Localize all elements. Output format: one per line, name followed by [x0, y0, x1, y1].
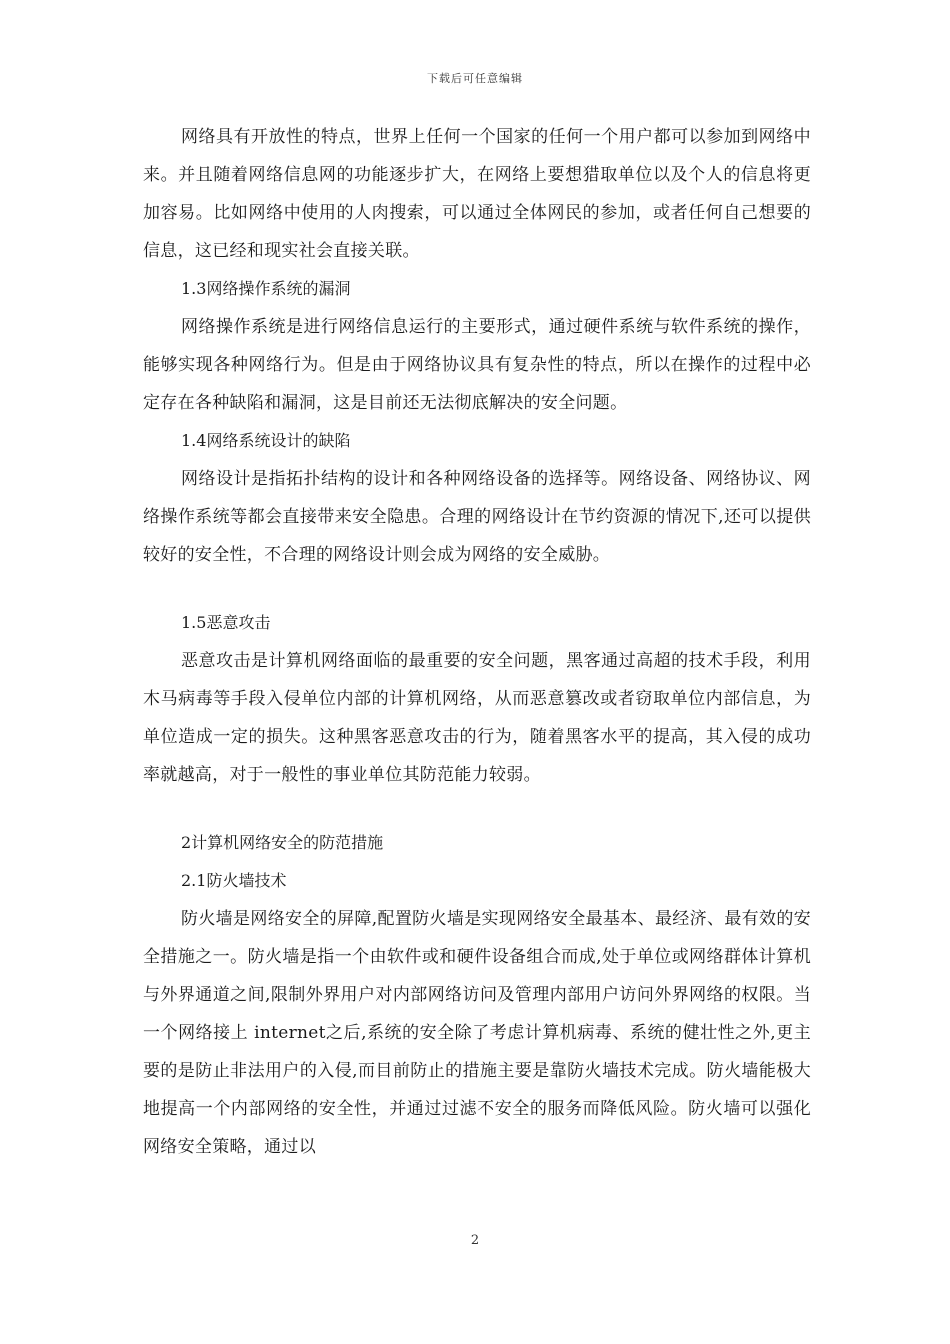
section-spacer	[143, 794, 811, 824]
heading-1-3: 1.3网络操作系统的漏洞	[181, 279, 351, 298]
section-spacer	[143, 574, 811, 604]
paragraph-firewall: 防火墙是网络安全的屏障,配置防火墙是实现网络安全最基本、最经济、最有效的安全措施之一。防火墙是指一个由软件或和硬件设备组合而成,处于单位或网络群体计算机与外界通道之间,限制外界用户对内部网络访问及管理内部用户访问外界网络的权限。当一个网络接上 internet之后,系统的安全除了考虑计算机病毒、系统的健壮性之外,更主要的是防止非法用户的入侵,而目前防止的措施主要是靠防火墙技术完成。防火墙能极大地提高一个内部网络的安全性，并通过过滤不安全的服务而降低风险。防火墙可以强化网络安全策略，通过以	[143, 909, 811, 1157]
heading-1-5: 1.5恶意攻击	[181, 613, 271, 632]
heading-2: 2计算机网络安全的防范措施	[181, 833, 384, 852]
page-number: 2	[470, 1233, 480, 1248]
paragraph-design-defects: 网络设计是指拓扑结构的设计和各种网络设备的选择等。网络设备、网络协议、网络操作系统等都会直接带来安全隐患。合理的网络设计在节约资源的情况下,还可以提供较好的安全性，不合理的网络设计则会成为网络的安全威胁。	[143, 469, 811, 565]
paragraph-network-openness: 网络具有开放性的特点，世界上任何一个国家的任何一个用户都可以参加到网络中来。并且随着网络信息网的功能逐步扩大，在网络上要想猎取单位以及个人的信息将更加容易。比如网络中使用的人肉搜索，可以通过全体网民的参加，或者任何自己想要的信息，这已经和现实社会直接关联。	[143, 127, 811, 261]
paragraph-malicious-attacks: 恶意攻击是计算机网络面临的最重要的安全问题，黑客通过高超的技术手段，利用木马病毒等手段入侵单位内部的计算机网络，从而恶意篡改或者窃取单位内部信息，为单位造成一定的损失。这种黑客恶意攻击的行为，随着黑客水平的提高，其入侵的成功率就越高，对于一般性的事业单位其防范能力较弱。	[143, 651, 811, 785]
document-body	[143, 118, 811, 1166]
heading-2-1: 2.1防火墙技术	[181, 871, 287, 890]
heading-1-4: 1.4网络系统设计的缺陷	[181, 431, 351, 450]
paragraph-os-vulnerabilities: 网络操作系统是进行网络信息运行的主要形式，通过硬件系统与软件系统的操作，能够实现各种网络行为。但是由于网络协议具有复杂性的特点，所以在操作的过程中必定存在各种缺陷和漏洞，这是目前还无法彻底解决的安全问题。	[143, 317, 811, 413]
page-header: 下载后可任意编辑	[427, 72, 523, 85]
